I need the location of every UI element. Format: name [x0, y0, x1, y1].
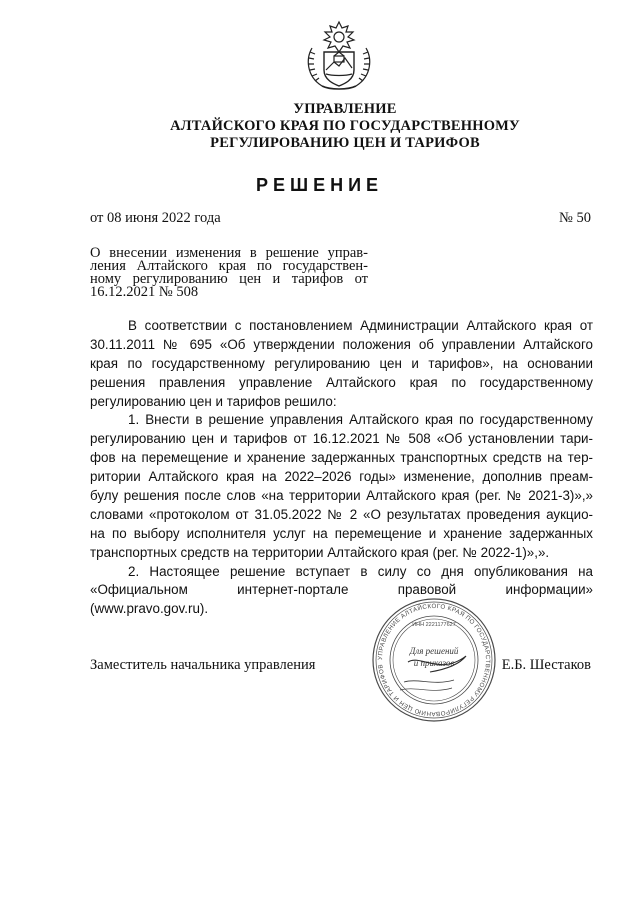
body-line: края по государственному регулированию цен и тарифов», на основании — [90, 355, 593, 371]
body-line: булу решения после слов «на территории Алтайского края (рег. № 2021-3)»,» — [90, 488, 593, 504]
body-line: ритории Алтайского края на 2022–2026 годы» изменение, дополнив преам- — [90, 469, 593, 485]
coat-of-arms-icon — [298, 18, 380, 94]
body-line: «Официальном интернет-портале правовой информации» — [90, 582, 593, 598]
org-name-line-1: УПРАВЛЕНИЕ — [293, 101, 397, 117]
body-line: регулированию цен и тарифов от 16.12.2021 № 508 «Об установлении тари- — [90, 431, 593, 447]
body-line: словами «протоколом от 31.05.2022 № 2 «О результатах проведения аукцио- — [90, 506, 593, 522]
document-date: от 08 июня 2022 года — [90, 210, 221, 226]
subject-line: ному регулированию цен и тарифов от — [90, 271, 368, 287]
org-name-line-3: РЕГУЛИРОВАНИЮ ЦЕН И ТАРИФОВ — [210, 135, 480, 151]
stamp-inner-text-2: и приказов — [413, 658, 455, 668]
signer-position: Заместитель начальника управления — [90, 657, 316, 673]
body-line: 1. Внести в решение управления Алтайского края по государственному — [128, 412, 593, 428]
document-title: РЕШЕНИЕ — [255, 175, 384, 195]
body-line: 30.11.2011 № 695 «Об утверждении положения об управлении Алтайского — [90, 336, 593, 352]
body-line: 2. Настоящее решение вступает в силу со дня опубликования на — [128, 563, 593, 579]
body-line: транспортных средств на территории Алтайского края (рег. № 2022-1)»,». — [90, 544, 550, 560]
body-line: решения правления управление Алтайского края по государственному — [90, 374, 593, 390]
signer-name: Е.Б. Шестаков — [501, 657, 591, 673]
body-line: (www.pravo.gov.ru). — [90, 601, 209, 617]
document-body — [90, 317, 593, 619]
body-line: регулированию цен и тарифов решило: — [90, 393, 337, 409]
subject-line: ления Алтайского края по государствен- — [90, 258, 368, 274]
stamp-ring-text: УПРАВЛЕНИЕ АЛТАЙСКОГО КРАЯ ПО ГОСУДАРСТВЕННОМУ РЕГУЛИРОВАНИЮ ЦЕН И ТАРИФОВ — [376, 602, 492, 718]
official-stamp-icon — [370, 596, 498, 724]
document-subject — [90, 247, 368, 299]
body-line: на по выбору исполнителя услуг на перемещение и хранение задержанных — [90, 525, 593, 541]
subject-line: О внесении изменения в решение управ- — [90, 245, 368, 261]
subject-line: 16.12.2021 № 508 — [90, 284, 199, 300]
document-number: № 50 — [559, 210, 591, 226]
stamp-inner-text-1: Для решений — [409, 646, 459, 656]
body-line: В соответствии с постановлением Администрации Алтайского края от — [128, 318, 593, 333]
org-name-line-2: АЛТАЙСКОГО КРАЯ ПО ГОСУДАРСТВЕННОМУ — [170, 118, 520, 134]
stamp-inn: ИНН 2221177627 — [412, 622, 456, 628]
body-line: фов на перемещение и хранение задержанных транспортных средств на тер- — [90, 450, 593, 466]
